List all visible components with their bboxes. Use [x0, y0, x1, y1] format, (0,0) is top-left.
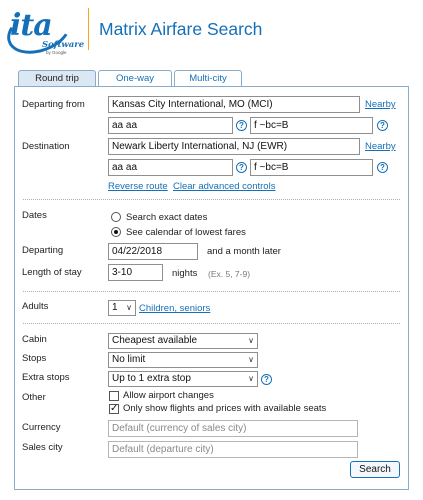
departing-date-input[interactable]: 04/22/2018: [108, 243, 198, 260]
tab-one-way[interactable]: One-way: [98, 70, 172, 86]
departing-label: Departing: [22, 245, 64, 256]
destination-input[interactable]: Newark Liberty International, NJ (EWR): [108, 138, 360, 155]
length-of-stay-label: Length of stay: [22, 267, 82, 278]
destination-routing-help-icon[interactable]: ?: [377, 162, 388, 173]
section-divider: [23, 291, 400, 292]
currency-label: Currency: [22, 422, 61, 433]
chevron-down-icon: ∨: [126, 303, 132, 312]
currency-input[interactable]: Default (currency of sales city): [108, 420, 358, 437]
logo-ita-text: ita: [10, 8, 52, 43]
extra-stops-label: Extra stops: [22, 372, 70, 383]
origin-routing-help-icon[interactable]: ?: [377, 120, 388, 131]
header-divider: [88, 8, 89, 50]
stops-select[interactable]: [108, 352, 258, 368]
cabin-label: Cabin: [22, 334, 47, 345]
origin-input[interactable]: Kansas City International, MO (MCI): [108, 96, 360, 113]
length-of-stay-input[interactable]: 3-10: [108, 264, 163, 281]
destination-routing-input[interactable]: f ~bc=B: [250, 159, 373, 176]
cabin-value: Cheapest available: [112, 335, 198, 346]
tab-multi-city[interactable]: Multi-city: [174, 70, 242, 86]
other-label: Other: [22, 392, 46, 403]
adults-value: 1: [112, 302, 118, 313]
radio-calendar-fares[interactable]: [111, 227, 121, 237]
nights-label: nights: [172, 268, 198, 279]
exact-dates-label: Search exact dates: [126, 212, 208, 223]
allow-airport-changes-checkbox[interactable]: [109, 391, 119, 401]
page-title: Matrix Airfare Search: [99, 19, 263, 39]
origin-nearby-link[interactable]: Nearby: [365, 99, 396, 110]
only-available-checkbox[interactable]: [109, 404, 119, 414]
search-button[interactable]: Search: [350, 461, 400, 478]
destination-code-input[interactable]: aa aa: [108, 159, 233, 176]
calendar-fares-label: See calendar of lowest fares: [126, 227, 246, 238]
sales-city-input[interactable]: Default (departure city): [108, 441, 358, 458]
departing-from-label: Departing from: [22, 99, 85, 110]
reverse-route-link[interactable]: Reverse route: [108, 181, 168, 192]
destination-nearby-link[interactable]: Nearby: [365, 141, 396, 152]
search-form-panel: [14, 86, 409, 490]
departing-suffix: and a month later: [207, 246, 281, 257]
radio-exact-dates[interactable]: [111, 212, 121, 222]
extra-stops-select[interactable]: [108, 371, 258, 387]
tab-round-trip[interactable]: Round trip: [18, 70, 96, 87]
sales-city-label: Sales city: [22, 442, 63, 453]
cabin-select[interactable]: [108, 333, 258, 349]
chevron-down-icon: ∨: [248, 336, 254, 345]
allow-airport-changes-label: Allow airport changes: [123, 390, 214, 401]
logo-software-text: Software: [42, 40, 85, 50]
dates-label: Dates: [22, 210, 47, 221]
chevron-down-icon: ∨: [248, 374, 254, 383]
clear-advanced-link[interactable]: Clear advanced controls: [173, 181, 276, 192]
length-of-stay-hint: (Ex. 5, 7-9): [208, 269, 251, 279]
extra-stops-help-icon[interactable]: ?: [261, 374, 272, 385]
adults-select[interactable]: [108, 300, 136, 316]
destination-label: Destination: [22, 141, 70, 152]
extra-stops-value: Up to 1 extra stop: [112, 373, 191, 384]
logo-by-google: by Google: [46, 50, 67, 55]
destination-code-help-icon[interactable]: ?: [236, 162, 247, 173]
origin-routing-input[interactable]: f ~bc=B: [250, 117, 373, 134]
section-divider: [23, 199, 400, 200]
stops-label: Stops: [22, 353, 47, 364]
only-available-label: Only show flights and prices with available seats: [123, 403, 327, 414]
origin-code-input[interactable]: aa aa: [108, 117, 233, 134]
origin-code-help-icon[interactable]: ?: [236, 120, 247, 131]
children-seniors-link[interactable]: Children, seniors: [139, 303, 211, 314]
adults-label: Adults: [22, 301, 49, 312]
section-divider: [23, 323, 400, 324]
ita-logo[interactable]: [6, 6, 85, 56]
stops-value: No limit: [112, 354, 146, 365]
chevron-down-icon: ∨: [248, 355, 254, 364]
